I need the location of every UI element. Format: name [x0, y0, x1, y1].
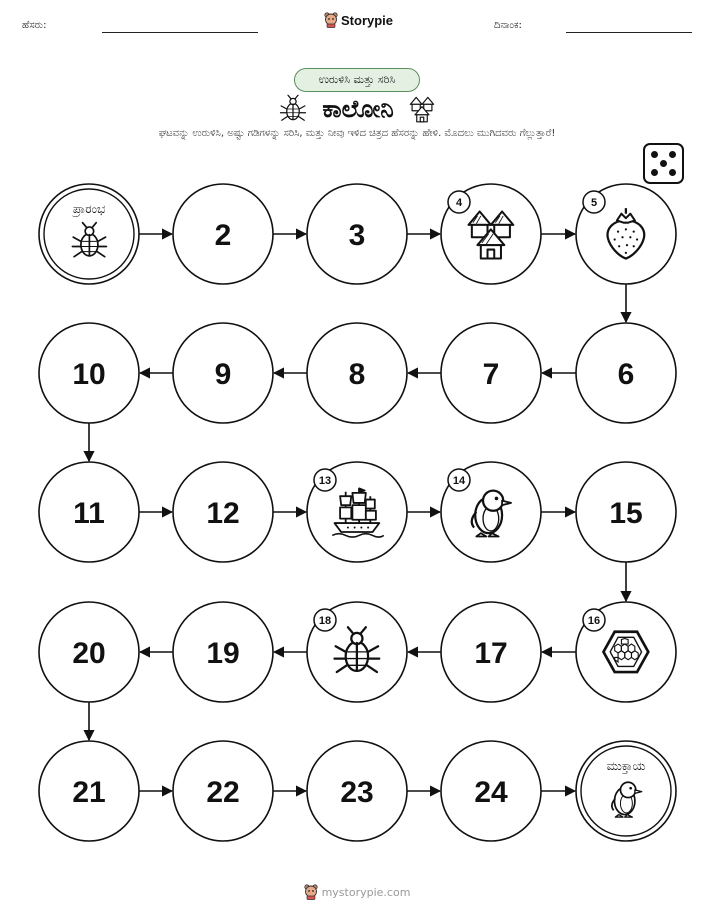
mascot-icon	[304, 884, 318, 900]
board-cell-1[interactable]	[39, 184, 139, 284]
board-cell-7[interactable]	[441, 323, 541, 423]
board-cell-17[interactable]	[441, 602, 541, 702]
cell-number: 2	[214, 219, 232, 252]
board-cell-13[interactable]	[307, 462, 407, 562]
finish-label: ಮುಕ್ತಾಯ	[606, 759, 646, 773]
board-cell-25[interactable]	[576, 741, 676, 841]
board-cell-20[interactable]	[39, 602, 139, 702]
name-label: ಹೆಸರು:	[22, 20, 47, 31]
board-cell-5[interactable]	[576, 184, 676, 284]
cell-number: 14	[452, 475, 466, 487]
cell-number: 7	[482, 358, 500, 391]
date-label: ದಿನಾಂಕ:	[494, 20, 522, 31]
cell-number: 16	[587, 615, 601, 627]
board-cell-2[interactable]	[173, 184, 273, 284]
board-cell-23[interactable]	[307, 741, 407, 841]
cell-number: 10	[72, 358, 106, 391]
cell-number: 13	[318, 475, 332, 487]
board-cell-15[interactable]	[576, 462, 676, 562]
board-cell-9[interactable]	[173, 323, 273, 423]
board-cell-11[interactable]	[39, 462, 139, 562]
cell-number: 24	[474, 776, 508, 809]
start-label: ಪ್ರಾರಂಭ	[72, 202, 106, 216]
board-cell-14[interactable]	[441, 462, 541, 562]
cell-number: 3	[348, 219, 366, 252]
cell-number: 5	[590, 197, 598, 209]
cell-number: 6	[617, 358, 635, 391]
cell-number: 19	[206, 637, 240, 670]
board-cell-6[interactable]	[576, 323, 676, 423]
instructions: ಘಟವನ್ನು ಉರುಳಿಸಿ, ಅಷ್ಟು ಗಡಿಗಳನ್ನು ಸರಿಸಿ, ಮತ್ತು ನೀವು ಇಳಿದ ಚಿತ್ರದ ಹೆಸರನ್ನು ಹೇಳಿ. ಮೊದಲು ಮುಗಿದವರು ಗೆಲ್ಲುತ್ತಾರೆ!	[158, 128, 556, 139]
board-cell-3[interactable]	[307, 184, 407, 284]
cell-number: 12	[206, 497, 240, 530]
board-cells	[39, 184, 676, 841]
board-cell-8[interactable]	[307, 323, 407, 423]
board-cell-12[interactable]	[173, 462, 273, 562]
footer	[0, 884, 714, 900]
board-cell-22[interactable]	[173, 741, 273, 841]
cell-number: 18	[318, 615, 332, 627]
subtitle-badge: ಉರುಳಿಸಿ ಮತ್ತು ಸರಿಸಿ	[294, 68, 420, 92]
board-cell-10[interactable]	[39, 323, 139, 423]
board-cell-24[interactable]	[441, 741, 541, 841]
cell-number: 9	[214, 358, 232, 391]
page-title: ಕಾಲೋನಿ	[322, 95, 394, 123]
board-cell-19[interactable]	[173, 602, 273, 702]
footer-url: mystorypie.com	[321, 885, 411, 899]
board-cell-21[interactable]	[39, 741, 139, 841]
cell-number: 22	[206, 776, 240, 809]
board-cell-4[interactable]	[441, 184, 541, 284]
cell-number: 8	[348, 358, 366, 391]
cell-number: 4	[455, 197, 463, 209]
brand-name: Storypie	[341, 12, 394, 28]
cell-number: 21	[72, 776, 106, 809]
cell-number: 20	[72, 637, 106, 670]
board-cell-18[interactable]	[307, 602, 407, 702]
cell-number: 11	[73, 497, 105, 530]
honeycomb-icon	[603, 632, 648, 672]
cell-number: 15	[609, 497, 643, 530]
cell-number: 17	[474, 637, 508, 670]
board-cell-16[interactable]	[576, 602, 676, 702]
cell-number: 23	[340, 776, 374, 809]
